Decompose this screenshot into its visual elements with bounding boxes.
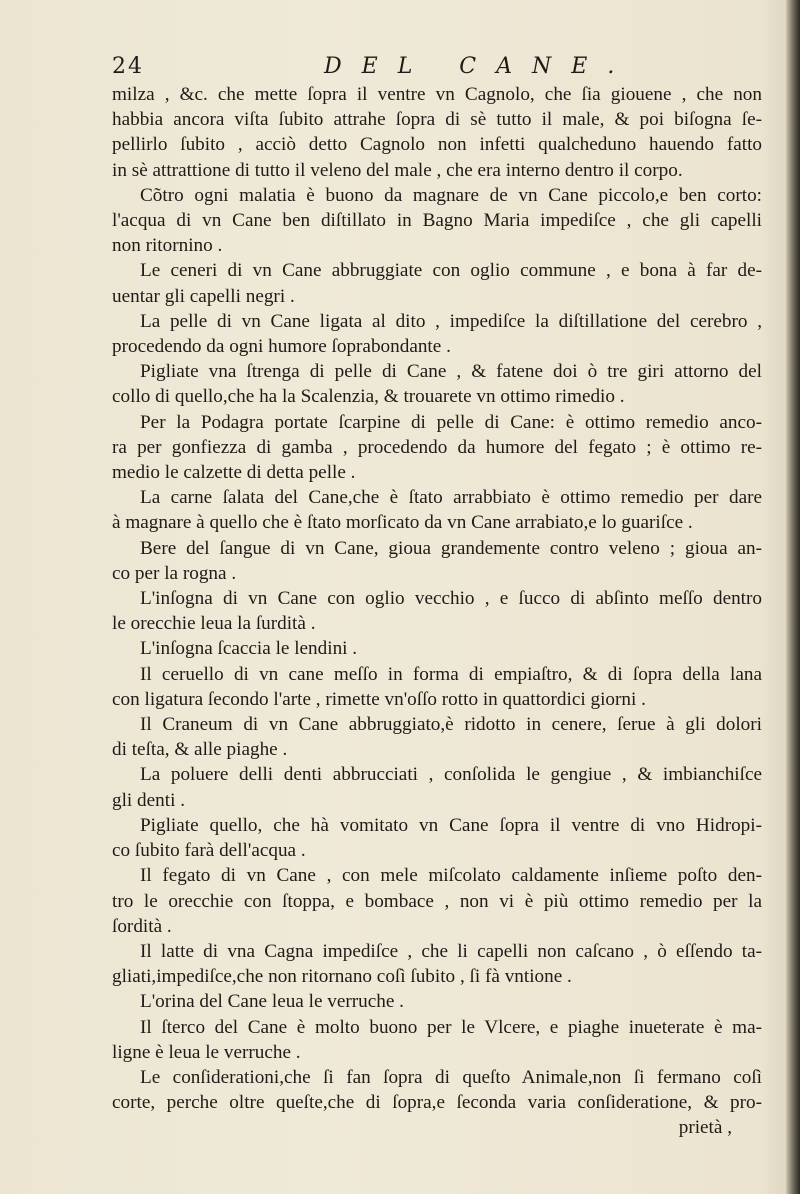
text-line: le orecchie leua la ſurdità . xyxy=(112,613,316,635)
text-line: à magnare à quello che è ſtato morſicato da vn Cane arrabiato,e lo guariſce . xyxy=(112,512,693,534)
text-line: co per la rogna . xyxy=(112,562,237,584)
text-line: habbia ancora viſta ſubito attrahe ſopra di sè tutto il male, & poi biſogna ſe- xyxy=(112,109,762,131)
running-title: DEL CANE. xyxy=(324,54,635,79)
text-line: L'inſogna di vn Cane con oglio vecchio , e ſucco di abſinto meſſo dentro xyxy=(140,588,762,610)
text-line: Il latte di vna Cagna impediſce , che li capelli non caſcano , ò eſſendo ta- xyxy=(140,940,762,962)
text-line: corte, perche oltre queſte,che di ſopra,e ſeconda varia conſideratione, & pro- xyxy=(112,1092,762,1114)
text-line: milza , &c. che mette ſopra il ventre vn Cagnolo, che ſia giouene , che non xyxy=(112,84,762,105)
text-line: La carne ſalata del Cane,che è ſtato arrabbiato è ottimo remedio per dare xyxy=(140,487,762,509)
text-line: Il ſterco del Cane è molto buono per le Vlcere, e piaghe inueterate è ma- xyxy=(140,1016,762,1038)
text-line: procedendo da ogni humore ſoprabondante . xyxy=(112,336,451,358)
text-line: La pelle di vn Cane ligata al dito , impediſce la diſtillatione del cerebro , xyxy=(140,310,762,332)
text-line: La poluere delli denti abbrucciati , conſolida le gengiue , & imbianchiſce xyxy=(140,764,762,786)
text-line: Le conſiderationi,che ſi fan ſopra di queſto Animale,non ſi fermano coſì xyxy=(140,1066,762,1088)
text-line: ra per gonfiezza di gamba , procedendo da humore del fegato ; è ottimo re- xyxy=(112,436,762,458)
text-line: in sè attrattione di tutto il veleno del male , che era interno dentro il corpo. xyxy=(112,159,683,181)
text-line: Il Craneum di vn Cane abbruggiato,è ridotto in cenere, ſerue à gli dolori xyxy=(140,714,762,736)
text-line: Pigliate quello, che hà vomitato vn Cane ſopra il ventre di vno Hidropi- xyxy=(140,814,762,836)
text-line: non ritornino . xyxy=(112,235,223,257)
text-line: L'orina del Cane leua le verruche . xyxy=(140,991,404,1013)
text-line: Il ceruello di vn cane meſſo in forma di empiaſtro, & di ſopra della lana xyxy=(140,663,762,685)
text-line: pellirlo ſubito , acciò detto Cagnolo non infetti qualcheduno hauendo fatto xyxy=(112,134,762,156)
text-line: Per la Podagra portate ſcarpine di pelle di Cane: è ottimo remedio anco- xyxy=(140,411,762,433)
text-line: Le ceneri di vn Cane abbruggiate con oglio commune , e bona à far de- xyxy=(140,260,762,282)
catchword: prietà , xyxy=(678,1117,732,1139)
text-line: L'inſogna ſcaccia le lendini . xyxy=(140,638,358,660)
page-number: 24 xyxy=(112,54,144,79)
text-line: gliati,impediſce,che non ritornano coſì ſubito , ſi fà vntione . xyxy=(112,966,572,988)
text-line: uentar gli capelli negri . xyxy=(112,285,295,307)
text-line: Pigliate vna ſtrenga di pelle di Cane , & fatene doi ò tre giri attorno del xyxy=(140,361,762,383)
text-line: tro le orecchie con ſtoppa, e bombace , non vi è più ottimo remedio per la xyxy=(112,890,762,912)
text-line: Il fegato di vn Cane , con mele miſcolato caldamente inſieme poſto den- xyxy=(140,865,762,887)
text-line: con ligatura ſecondo l'arte , rimette vn'oſſo rotto in quattordici giorni . xyxy=(112,688,646,710)
text-line: di teſta, & alle piaghe . xyxy=(112,739,288,761)
text-line: ligne è leua le verruche . xyxy=(112,1041,301,1063)
body-text xyxy=(112,82,762,1141)
text-line: Bere del ſangue di vn Cane, gioua grandemente contro veleno ; gioua an- xyxy=(140,537,762,559)
text-line: co ſubito farà dell'acqua . xyxy=(112,840,306,862)
text-line: gli denti . xyxy=(112,789,186,811)
text-line: medio le calzette di detta pelle . xyxy=(112,462,356,484)
book-spine-edge xyxy=(786,0,800,1194)
text-line: l'acqua di vn Cane ben diſtillato in Bagno Maria impediſce , che gli capelli xyxy=(112,210,762,232)
text-line: collo di quello,che ha la Scalenzia, & trouarete vn ottimo rimedio . xyxy=(112,386,625,408)
text-line: Cõtro ogni malatia è buono da magnare de vn Cane piccolo,e ben corto: xyxy=(140,184,762,206)
text-line: ſordità . xyxy=(112,915,172,937)
